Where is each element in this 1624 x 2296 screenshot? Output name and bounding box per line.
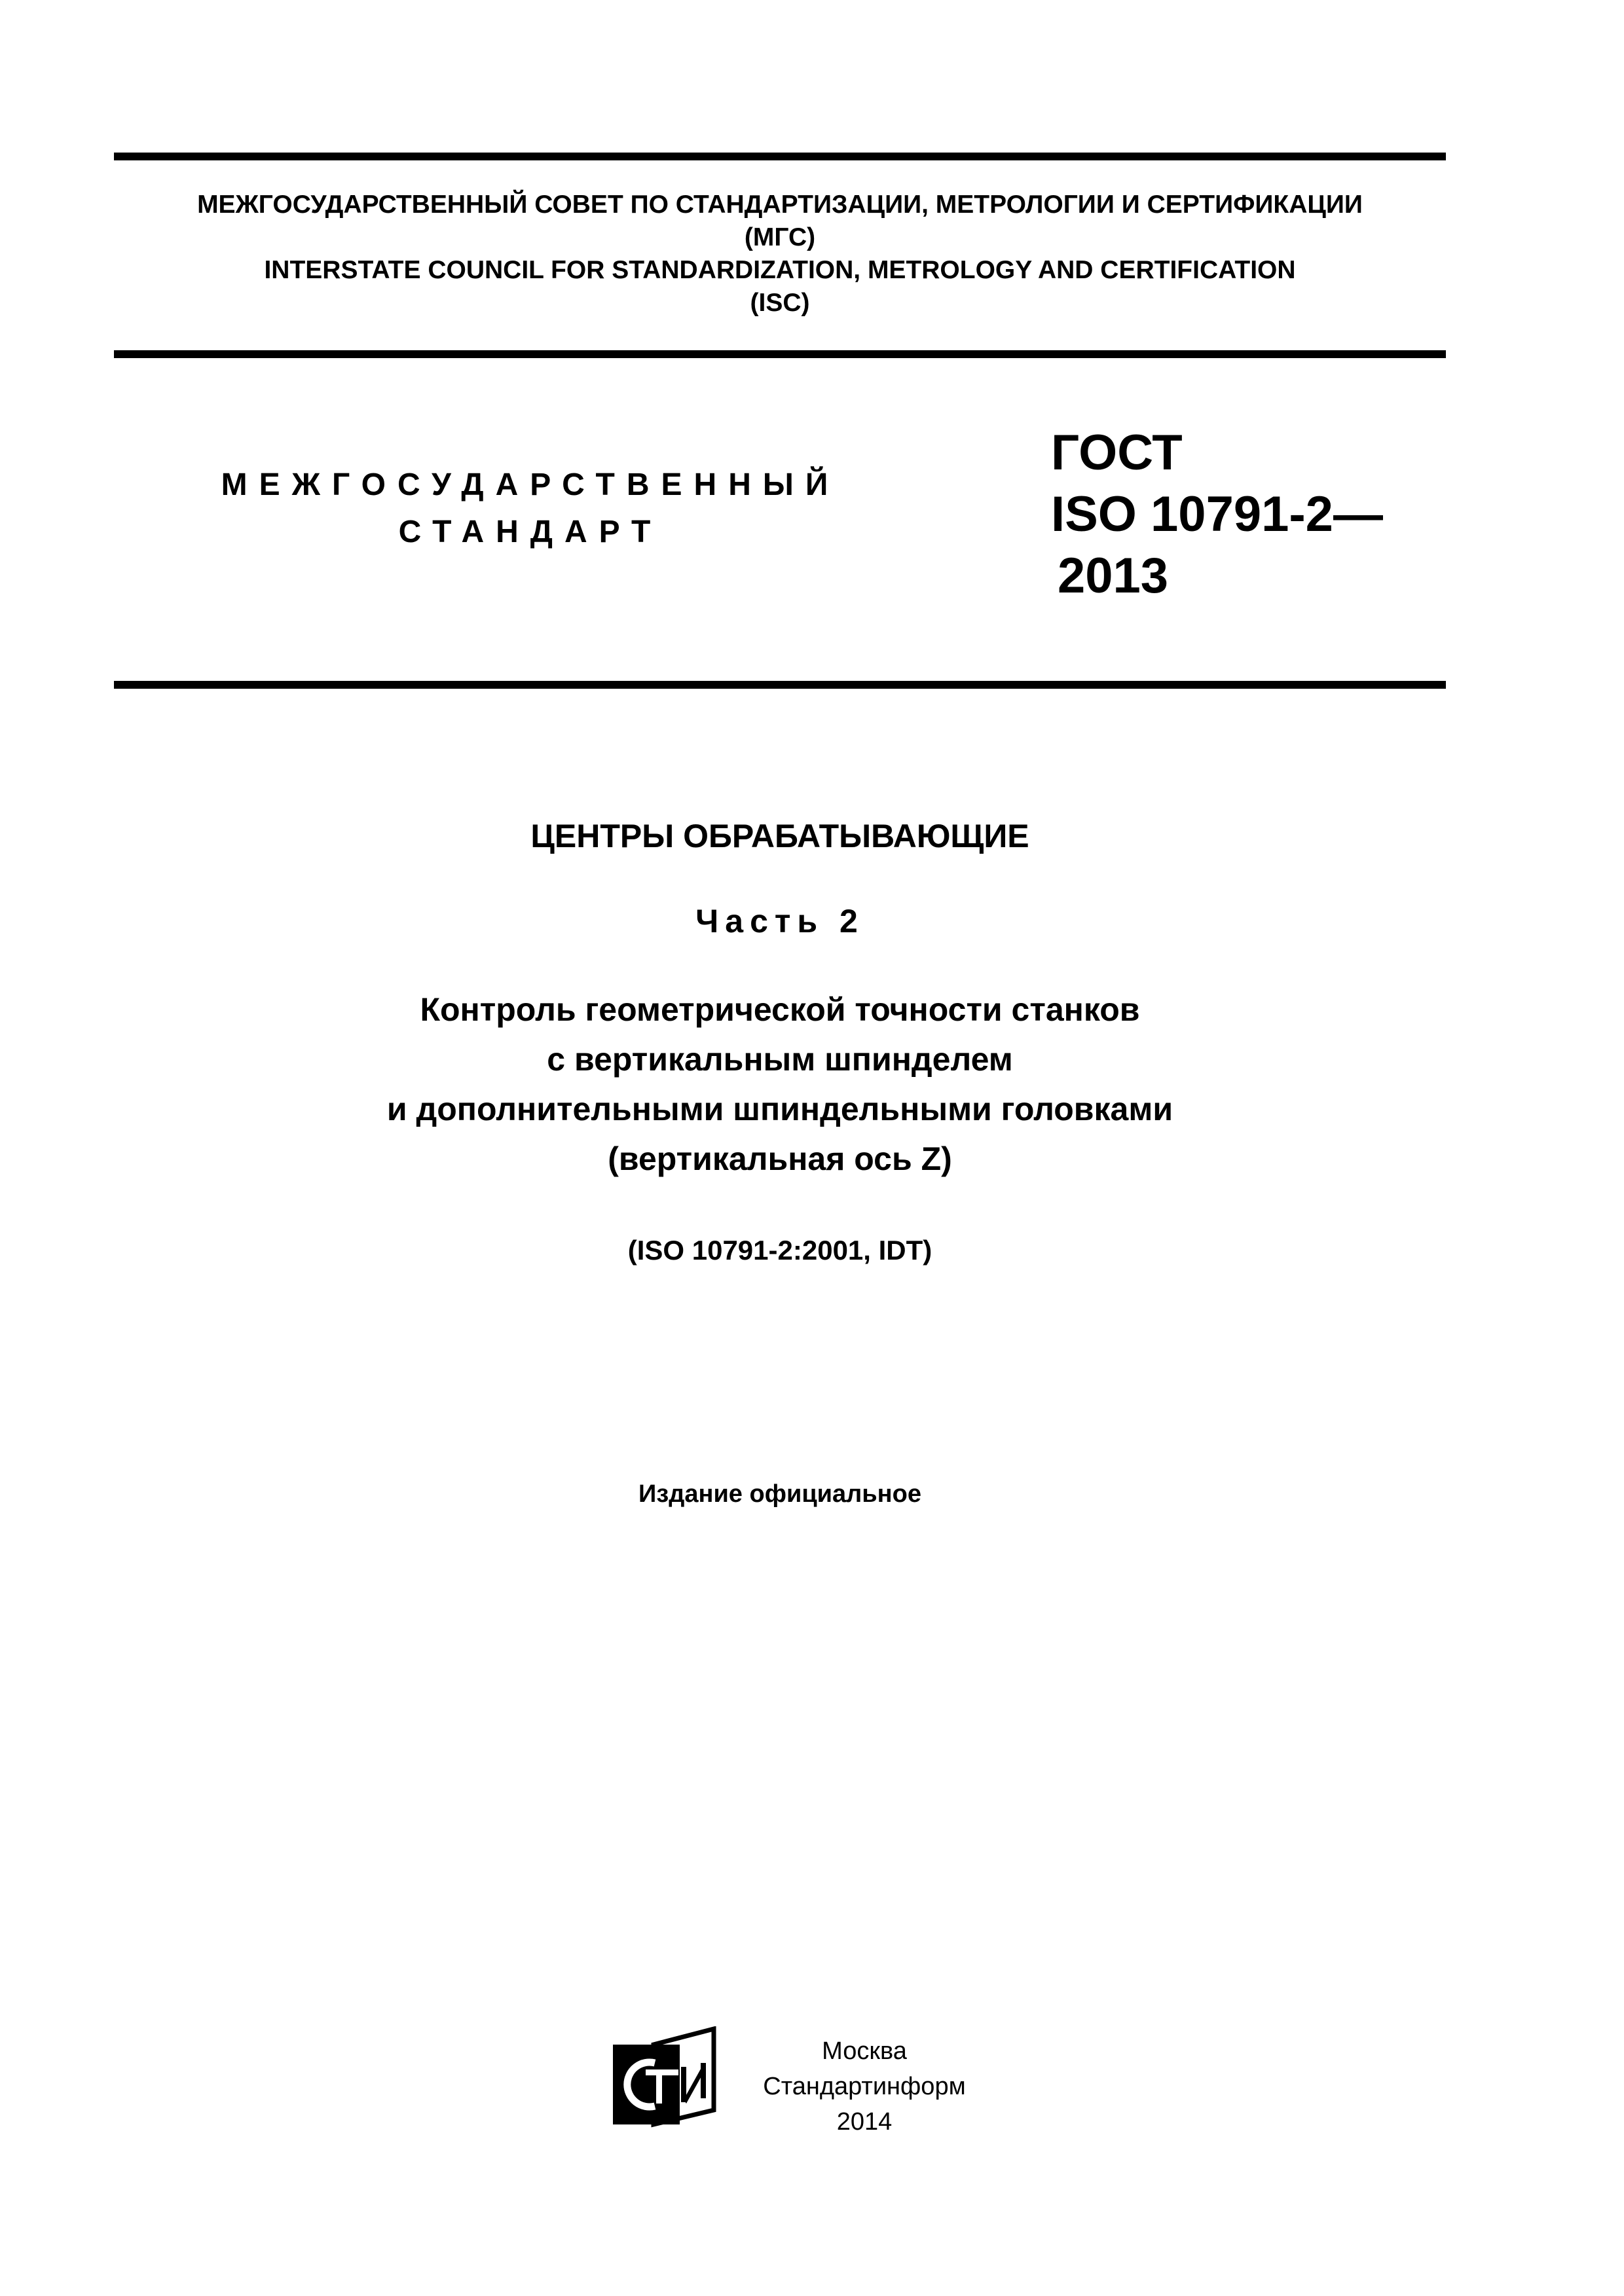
council-name-en: INTERSTATE COUNCIL FOR STANDARDIZATION, METROLOGY AND CERTIFICATION [264, 256, 1296, 284]
subtitle-line-2: с вертикальным шпинделем [547, 1041, 1013, 1078]
imprint [727, 2033, 1002, 2140]
standard-type-line-1: МЕЖГОСУДАРСТВЕННЫЙ [221, 467, 840, 502]
standard-designation [1051, 422, 1383, 607]
document-part: Часть 2 [695, 903, 864, 939]
imprint-year: 2014 [836, 2108, 893, 2136]
standard-rule [114, 681, 1446, 689]
standard-number: ISO 10791-2— [1051, 486, 1383, 542]
imprint-publisher: Стандартинформ [763, 2073, 966, 2100]
council-rule [114, 350, 1446, 358]
council-abbr-en: (ISC) [750, 289, 810, 317]
subtitle-line-1: Контроль геометрической точности станков [420, 991, 1140, 1028]
imprint-city: Москва [822, 2037, 907, 2065]
subtitle-line-3: и дополнительными шпиндельными головками [386, 1091, 1173, 1127]
edition-label: Издание официальное [638, 1480, 921, 1508]
iso-reference: (ISO 10791-2:2001, IDT) [627, 1235, 932, 1266]
document-subtitle [114, 985, 1446, 1184]
standard-year: 2013 [1058, 548, 1169, 604]
standard-label: ГОСТ [1051, 425, 1183, 481]
standartinform-logo-icon [608, 2026, 719, 2130]
standard-type-line-2: СТАНДАРТ [398, 515, 663, 549]
document-title: ЦЕНТРЫ ОБРАБАТЫВАЮЩИЕ [530, 818, 1029, 854]
top-rule [114, 153, 1446, 160]
council-header [114, 189, 1446, 319]
standard-type [196, 462, 864, 556]
council-abbr-ru: (МГС) [744, 223, 816, 251]
subtitle-line-4: (вертикальная ось Z) [608, 1140, 952, 1177]
council-name-ru: МЕЖГОСУДАРСТВЕННЫЙ СОВЕТ ПО СТАНДАРТИЗАЦИИ, МЕТРОЛОГИИ И СЕРТИФИКАЦИИ [197, 191, 1363, 219]
